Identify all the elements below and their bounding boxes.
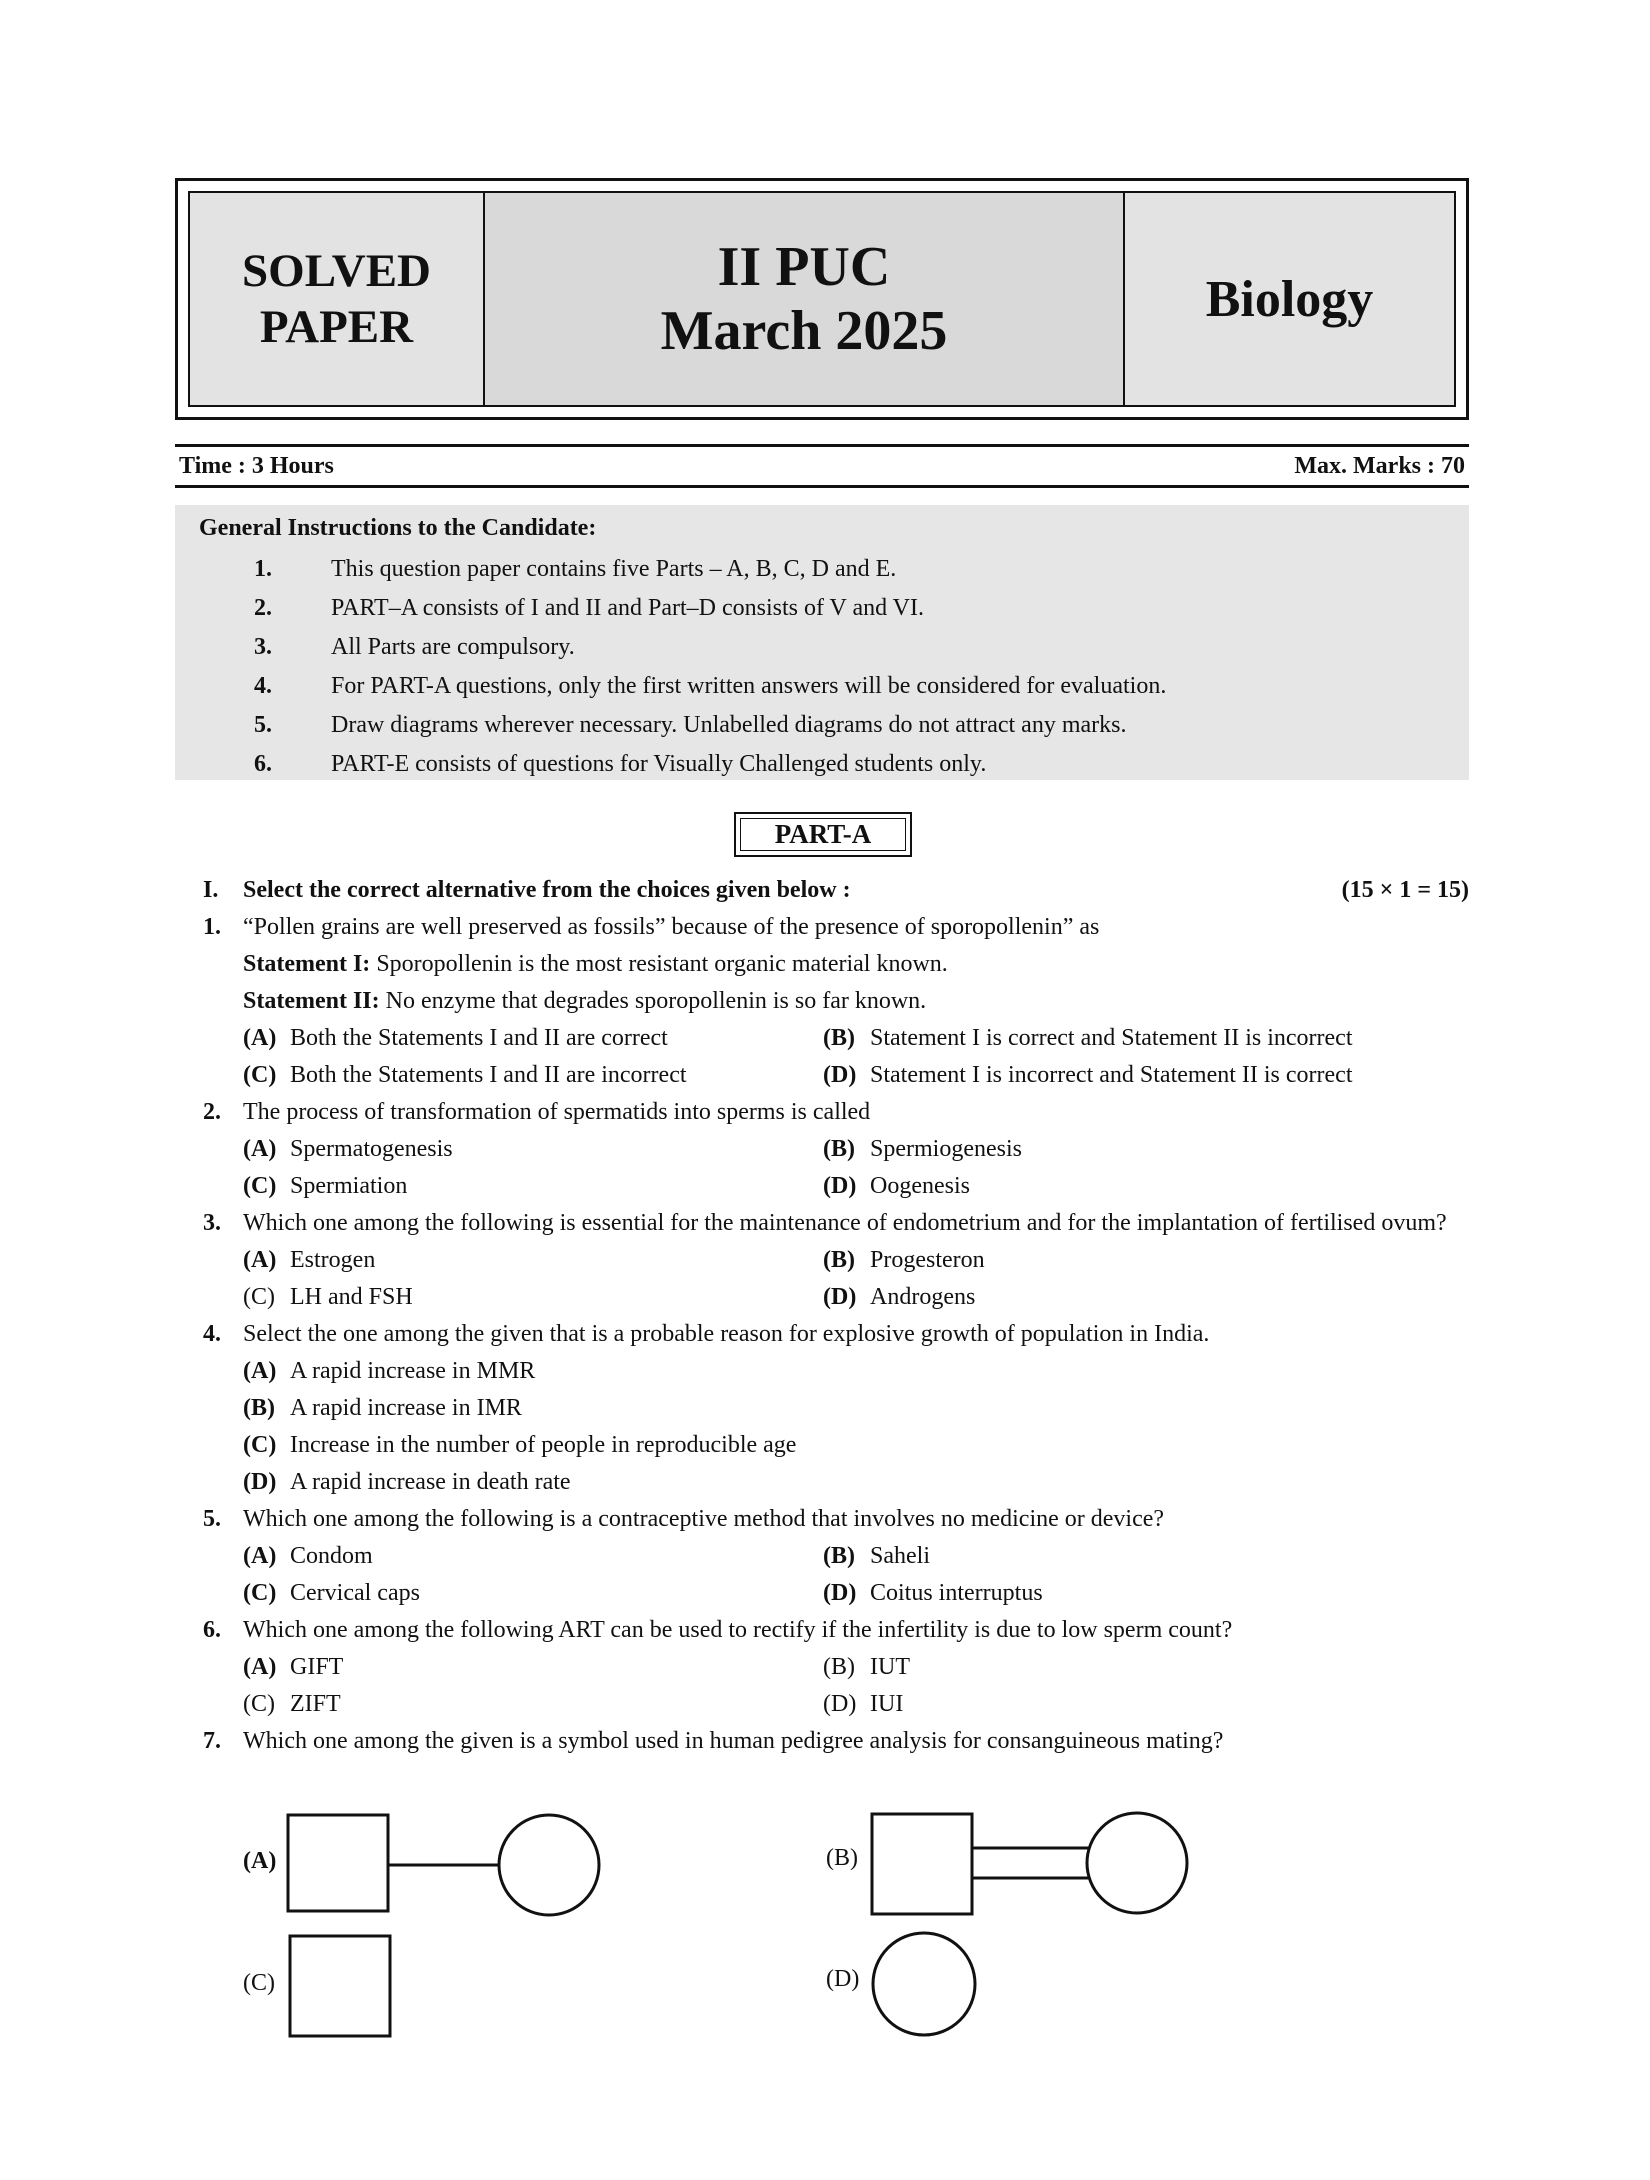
header-left-line2: PAPER: [259, 301, 414, 353]
option-a: (A) GIFT: [243, 1654, 344, 1680]
question-2-options: [243, 1134, 1469, 1201]
option-d: (D) Oogenesis: [823, 1173, 970, 1199]
question-6: 6. Which one among the following ART can be used to rectify if the infertility is due to low sperm count?: [203, 1617, 1233, 1643]
pedigree-mating-symbol: [285, 1808, 605, 1918]
option-c: (C) LH and FSH: [243, 1284, 413, 1310]
section-number: I.: [203, 877, 219, 903]
part-a-label: PART-A: [774, 819, 872, 849]
option-d: (D) Statement I is incorrect and Statement II is correct: [823, 1062, 1353, 1088]
question-4: 4. Select the one among the given that is a probable reason for explosive growth of population in India.: [203, 1321, 1210, 1347]
pedigree-consanguineous-mating-symbol: [869, 1808, 1194, 1918]
option-c: (C) ZIFT: [243, 1691, 341, 1717]
max-marks-label: Max. Marks : 70: [1294, 452, 1465, 479]
option-c: (C) Increase in the number of people in reproducible age: [243, 1432, 797, 1458]
general-instructions: [175, 505, 1469, 780]
question-7: 7. Which one among the given is a symbol used in human pedigree analysis for consanguineous mating?: [203, 1728, 1224, 1754]
instructions-title: General Instructions to the Candidate:: [199, 515, 597, 541]
pedigree-female-symbol: [869, 1928, 979, 2040]
option-d: (D) A rapid increase in death rate: [243, 1469, 571, 1495]
instruction-item: 4. For PART-A questions, only the first written answers will be considered for evaluation.: [254, 673, 1167, 699]
section-marks: (15 × 1 = 15): [1341, 877, 1469, 903]
exam-title: [485, 193, 1125, 405]
statement-2: Statement II: No enzyme that degrades sporopollenin is so far known.: [243, 988, 927, 1014]
question-3: 3. Which one among the following is essential for the maintenance of endometrium and for the implantation of fertilised ovum?: [203, 1210, 1447, 1236]
option-a: (A) Condom: [243, 1543, 373, 1569]
option-c: (C) Cervical caps: [243, 1580, 420, 1606]
option-b: (B) Saheli: [823, 1543, 930, 1569]
instruction-item: 2. PART–A consists of I and II and Part–D consists of V and VI.: [254, 595, 924, 621]
option-b: (B) Statement I is correct and Statement II is incorrect: [823, 1025, 1353, 1051]
option-c: (C) Spermiation: [243, 1173, 408, 1199]
question-1-options: [243, 1023, 1469, 1090]
instruction-item: 6. PART-E consists of questions for Visually Challenged students only.: [254, 751, 987, 777]
question-6-options: [243, 1652, 1469, 1719]
question-2: 2. The process of transformation of spermatids into sperms is called: [203, 1099, 871, 1125]
instruction-item: 5. Draw diagrams wherever necessary. Unlabelled diagrams do not attract any marks.: [254, 712, 1127, 738]
question-3-options: [243, 1245, 1469, 1312]
time-label: Time : 3 Hours: [179, 452, 334, 479]
section-instruction: [203, 877, 1469, 904]
instruction-item: 3. All Parts are compulsory.: [254, 634, 575, 660]
option-b: (B) Spermiogenesis: [823, 1136, 1022, 1162]
diagram-b-label: (B): [826, 1845, 858, 1871]
option-b: (B) Progesteron: [823, 1247, 985, 1273]
diagram-c-label: (C): [243, 1970, 275, 1996]
diagram-a-label: (A): [243, 1848, 277, 1874]
option-d: (D) Coitus interruptus: [823, 1580, 1043, 1606]
question-4-options: [243, 1356, 1469, 1497]
option-c: (C) Both the Statements I and II are incorrect: [243, 1062, 687, 1088]
diagram-d-label: (D): [826, 1966, 860, 1992]
question-5-options: [243, 1541, 1469, 1608]
section-text: Select the correct alternative from the choices given below :: [243, 877, 851, 903]
question-list: [203, 912, 1469, 1763]
option-b: (B) IUT: [823, 1654, 910, 1680]
option-a: (A) Estrogen: [243, 1247, 376, 1273]
exam-date: March 2025: [660, 300, 948, 362]
option-a: (A) A rapid increase in MMR: [243, 1358, 536, 1384]
statement-1: Statement I: Sporopollenin is the most resistant organic material known.: [243, 951, 948, 977]
pedigree-male-symbol: [287, 1930, 397, 2042]
option-a: (A) Spermatogenesis: [243, 1136, 453, 1162]
option-d: (D) Androgens: [823, 1284, 976, 1310]
question-1: 1. “Pollen grains are well preserved as fossils” because of the presence of sporopollenin” as: [203, 914, 1100, 940]
instruction-item: 1. This question paper contains five Parts – A, B, C, D and E.: [254, 556, 897, 582]
question-5: 5. Which one among the following is a contraceptive method that involves no medicine or device?: [203, 1506, 1165, 1532]
header-left-line1: SOLVED: [242, 245, 431, 297]
time-marks-bar: [175, 444, 1469, 488]
option-b: (B) A rapid increase in IMR: [243, 1395, 522, 1421]
solved-paper-label: [190, 193, 485, 405]
paper-header: [175, 178, 1469, 420]
exam-name: II PUC: [717, 236, 891, 298]
option-d: (D) IUI: [823, 1691, 904, 1717]
subject-title: Biology: [1125, 193, 1454, 405]
option-a: (A) Both the Statements I and II are correct: [243, 1025, 668, 1051]
part-a-heading: [734, 812, 912, 857]
